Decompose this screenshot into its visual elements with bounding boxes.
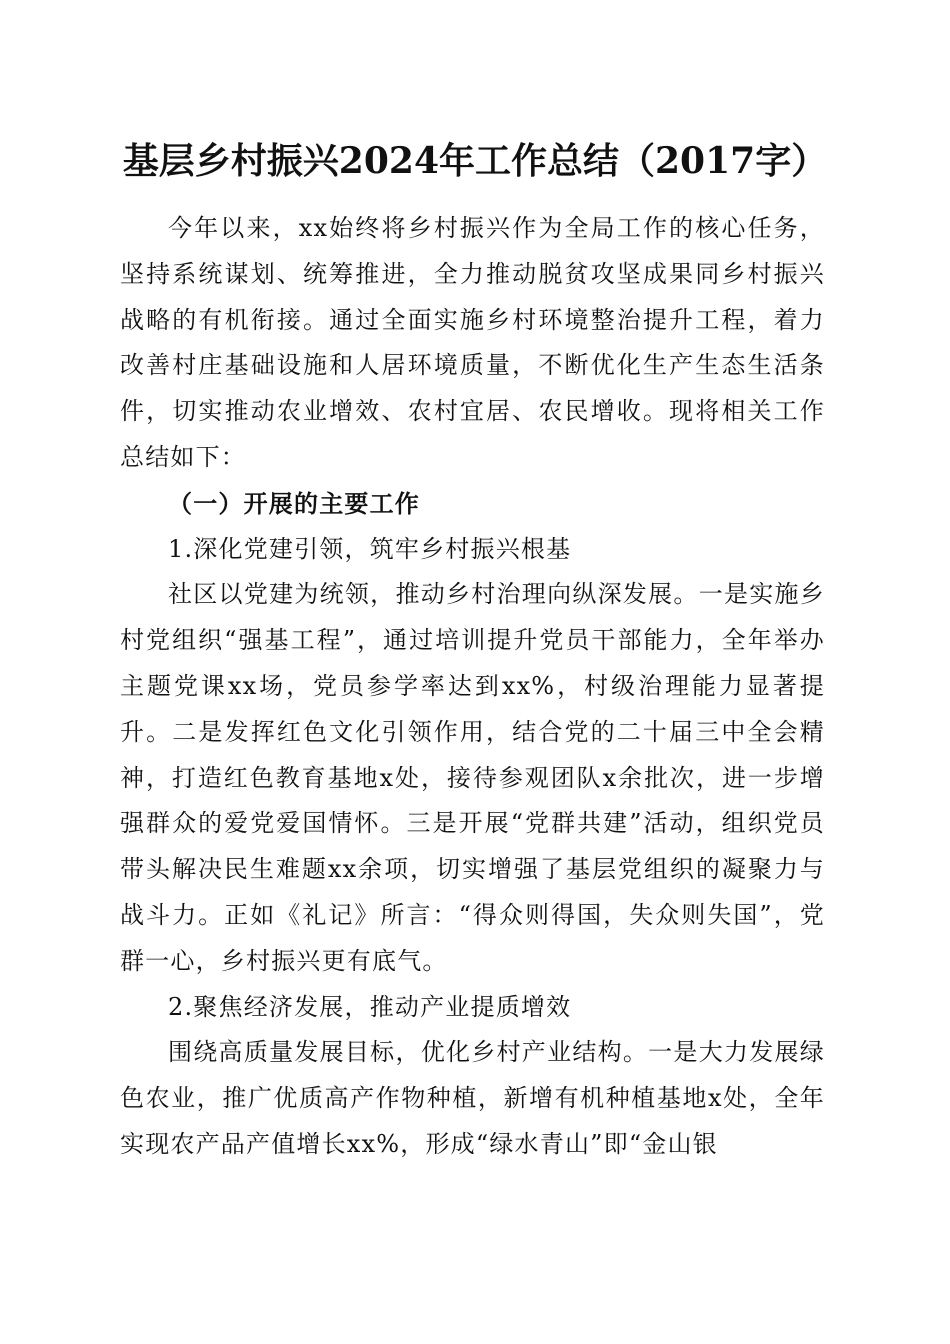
intro-paragraph: 今年以来，xx始终将乡村振兴作为全局工作的核心任务，坚持系统谋划、统筹推进，全力推动脱贫攻坚成果同乡村振兴战略的有机衔接。通过全面实施乡村环境整治提升工程，着力改善村庄基础设施和人居环境质量，不断优化生产生态生活条件，切实推动农业增效、农村宜居、农民增收。现将相关工作总结如下： [120,214,825,471]
section-heading-main-work: （一）开展的主要工作 [168,488,420,518]
paragraph-economic-development: 围绕高质量发展目标，优化乡村产业结构。一是大力发展绿色农业，推广优质高产作物种植，新增有机种植基地x处，全年实现农产品产值增长xx%，形成“绿水青山”即“金山银 [120,1038,825,1158]
subsection-heading-economic-development: 2.聚焦经济发展，推动产业提质增效 [168,992,572,1021]
subsection-heading-party-building: 1.深化党建引领，筑牢乡村振兴根基 [168,534,572,563]
document-title: 基层乡村振兴2024年工作总结（2017字） [122,140,828,182]
document-body [120,206,825,1168]
paragraph-party-building: 社区以党建为统领，推动乡村治理向纵深发展。一是实施乡村党组织“强基工程”，通过培训提升党员干部能力，全年举办主题党课xx场，党员参学率达到xx%，村级治理能力显著提升。二是发挥红色文化引领作用，结合党的二十届三中全会精神，打造红色教育基地x处，接待参观团队x余批次，进一步增强群众的爱党爱国情怀。三是开展“党群共建”活动，组织党员带头解决民生难题xx余项，切实增强了基层党组织的凝聚力与战斗力。正如《礼记》所言：“得众则得国，失众则失国”，党群一心，乡村振兴更有底气。 [120,580,825,975]
